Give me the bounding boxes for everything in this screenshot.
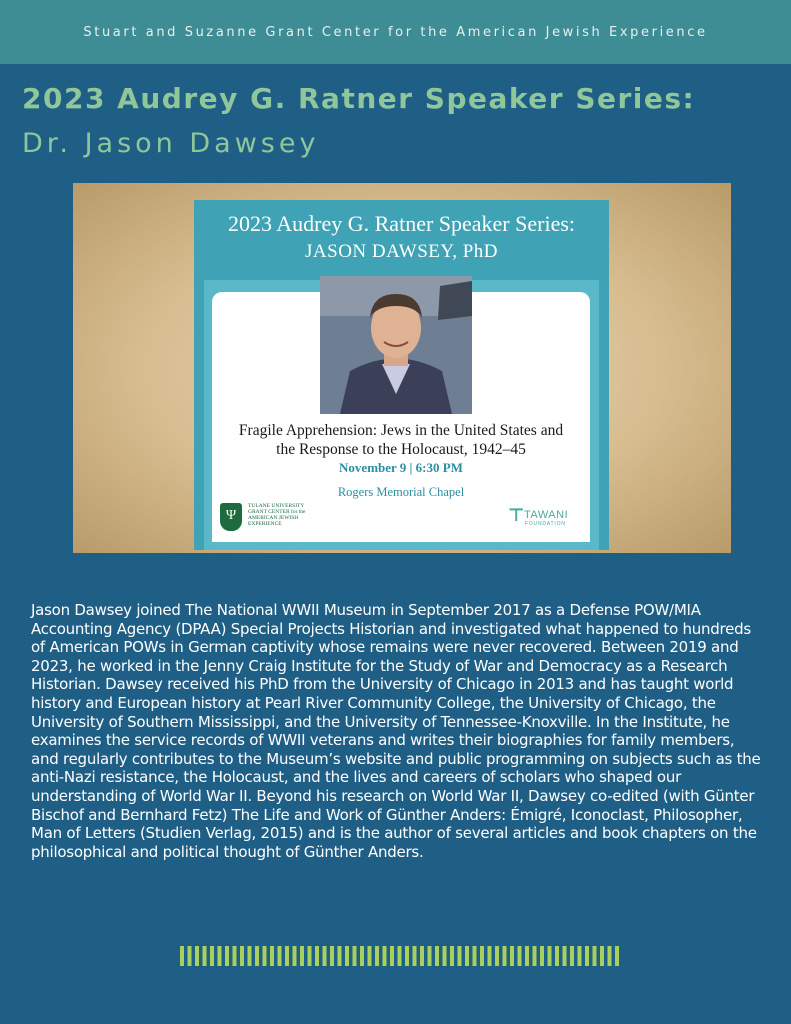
speaker-bio: Jason Dawsey joined The National WWII Museum in September 2017 as a Defense POW/MIA Accounting Agency (DPAA) Special Projects Historian and investigated what happened to hundreds of American POWs in German captivity whose remains were never recovered. Between 2019 and 2023, he worked in the Jenny Craig Institute for the Study of War and Democracy as a Research Historian. Dawsey received his PhD from the University of Chicago in 2013 and has taught world history and European history at Pearl River Community College, the University of Chicago, the University of Southern Mississippi, and the University of Tennessee-Knoxville. In the Institute, he examines the service records of WWII veterans and writes their biographies for family members, and regularly contributes to the Museum’s website and public programming on subjects such as the anti-Nazi resistance, the Holocaust, and the lives and careers of scholars who shaped our understanding of World War II. Beyond his research on World War II, Dawsey co-edited (with Günter Bischof and Bernhard Fetz) The Life and Work of Günther Anders: Émigré, Iconoclast, Philosopher, Man of Letters (Studien Verlag, 2015) and is the author of several articles and book chapters on the philosophical and political thought of Günther Anders. [31, 601, 761, 861]
page-title: 2023 Audrey G. Ratner Speaker Series: [22, 82, 696, 115]
page-subtitle: Dr. Jason Dawsey [22, 128, 320, 159]
talk-title [212, 421, 590, 459]
poster-speaker-name: JASON DAWSEY, PhD [305, 241, 498, 262]
decorative-divider [180, 946, 621, 966]
tawani-foundation-logo: ⊤ TAWANI FOUNDATION [508, 505, 569, 527]
tawani-mark-icon: ⊤ [508, 505, 525, 525]
org-name: Stuart and Suzanne Grant Center for the American Jewish Experience [83, 24, 708, 40]
header-bar [0, 0, 791, 64]
tulane-shield-icon: Ψ [220, 503, 242, 531]
poster-series-title: 2023 Audrey G. Ratner Speaker Series: [227, 211, 576, 236]
event-poster [73, 183, 731, 553]
speaker-photo [320, 276, 472, 414]
talk-title-line-2: the Response to the Holocaust, 1942–45 [276, 441, 526, 458]
talk-venue: Rogers Memorial Chapel [337, 485, 465, 499]
speaker-portrait-icon [320, 276, 472, 414]
tulane-grant-center-logo: Ψ TULANE UNIVERSITY GRANT CENTER for the AMERICAN JEWISH EXPERIENCE [220, 503, 330, 533]
talk-date-time: November 9 | 6:30 PM [339, 460, 463, 475]
talk-title-line-1: Fragile Apprehension: Jews in the United States and [238, 422, 564, 439]
